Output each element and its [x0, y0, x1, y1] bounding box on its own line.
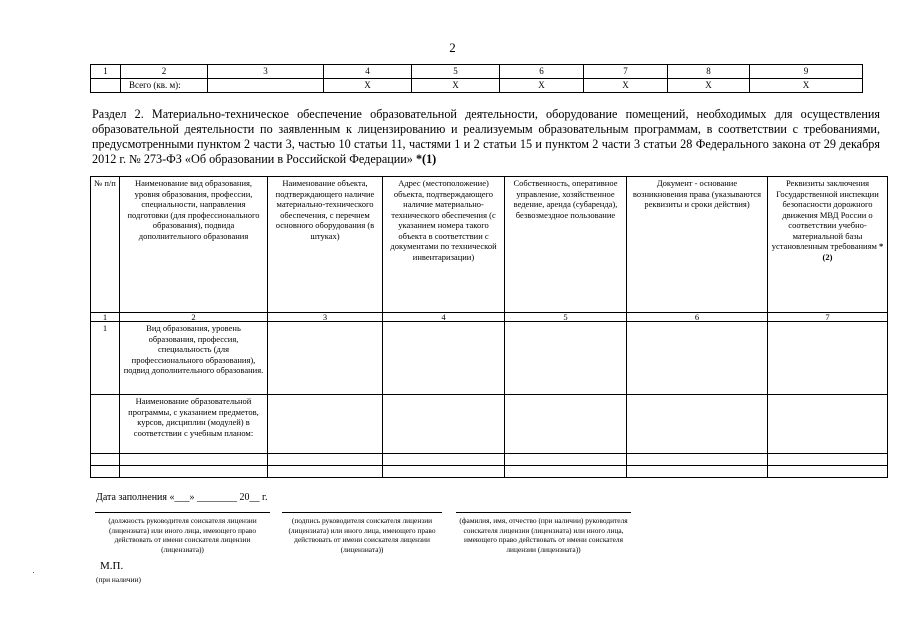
table-cell: [505, 322, 627, 395]
x-mark: X: [500, 79, 584, 93]
header-cell: Документ - основание возникновения права (указываются реквизиты и сроки действия): [627, 177, 768, 313]
column-number: 4: [324, 65, 412, 79]
column-number-row: [91, 65, 863, 79]
column-number: 1: [91, 65, 121, 79]
column-number: 1: [91, 313, 120, 322]
column-number: 3: [268, 313, 383, 322]
scan-dot: [33, 572, 34, 573]
header-cell: Наименование объекта, подтверждающего наличие материально-технического обеспечения, с перечнем основного оборудования (в штуках): [268, 177, 383, 313]
table-cell: [505, 466, 627, 478]
table-cell: [383, 466, 505, 478]
table-row: [91, 466, 888, 478]
total-label: Всего (кв. м):: [121, 79, 208, 93]
row-label: Наименование образовательной программы, с указанием предметов, курсов, дисциплин (модулей) в соответствии с учебным планом:: [120, 395, 268, 454]
total-row: [91, 79, 863, 93]
column-number: 5: [505, 313, 627, 322]
column-number: 2: [121, 65, 208, 79]
header-cell: Наименование вид образования, уровня образования, профессии, специальности, направления подготовки (для профессионального образования), подвида дополнительного образования: [120, 177, 268, 313]
column-number: 7: [768, 313, 888, 322]
column-number: 5: [412, 65, 500, 79]
column-number: 2: [120, 313, 268, 322]
column-number: 7: [584, 65, 668, 79]
table-cell: [505, 395, 627, 454]
table-cell: [627, 454, 768, 466]
table-cell: [208, 79, 324, 93]
header-cell: [768, 177, 888, 313]
table-cell: [768, 466, 888, 478]
table-cell: [91, 454, 120, 466]
table-cell: [268, 395, 383, 454]
table-cell: [268, 322, 383, 395]
column-number: 8: [668, 65, 750, 79]
header-text: Реквизиты заключения Государственной инспекции безопасности дорожного движения МВД России о соответствии учебно-материальной базы установленным требованиям: [771, 178, 879, 251]
stamp-label: М.П.: [100, 560, 124, 572]
table-cell: [768, 454, 888, 466]
table-cell: [91, 79, 121, 93]
material-technical-table: [90, 176, 888, 478]
table-cell: [383, 322, 505, 395]
column-number: 3: [208, 65, 324, 79]
signature-name: (фамилия, имя, отчество (при наличии) руководителя соискателя лицензии (лицензиата) или иного лица, имеющего право действовать от имени соискателя лицензии (лицензиата)): [456, 512, 631, 554]
table-cell: [627, 322, 768, 395]
page-number: 2: [449, 40, 456, 55]
footnote-mark: *(1): [415, 152, 437, 166]
section-2-heading: [92, 107, 880, 167]
table-row: [91, 322, 888, 395]
table-cell: [120, 466, 268, 478]
column-number: 4: [383, 313, 505, 322]
x-mark: X: [750, 79, 863, 93]
table-cell: [120, 454, 268, 466]
x-mark: X: [668, 79, 750, 93]
table-cell: [268, 466, 383, 478]
table-cell: [627, 466, 768, 478]
table-cell: [383, 454, 505, 466]
table-cell: [768, 395, 888, 454]
table-cell: [383, 395, 505, 454]
x-mark: X: [324, 79, 412, 93]
column-number: 6: [500, 65, 584, 79]
table-cell: [627, 395, 768, 454]
x-mark: X: [584, 79, 668, 93]
column-number-row: [91, 313, 888, 322]
table-cell: [268, 454, 383, 466]
table-row: [91, 454, 888, 466]
table-cell: [768, 322, 888, 395]
footnote-mark: *(2): [822, 241, 884, 262]
table-cell: [91, 395, 120, 454]
x-mark: X: [412, 79, 500, 93]
area-summary-table: [90, 64, 863, 93]
stamp-note: (при наличии): [96, 575, 141, 584]
header-cell: Адрес (местоположение) объекта, подтверждающего наличие материально-технического обеспечения (с указанием номера такого объекта в соответствии с документами по технической инвентаризации): [383, 177, 505, 313]
signature-sign: (подпись руководителя соискателя лицензии (лицензиата) или иного лица, имеющего право действовать от имени соискателя лицензии (лицензиата)): [282, 512, 442, 554]
signature-position: (должность руководителя соискателя лицензии (лицензиата) или иного лица, имеющего право действовать от имени соискателя лицензии (лицензиата)): [95, 512, 270, 554]
header-row: [91, 177, 888, 313]
header-cell: № п/п: [91, 177, 120, 313]
header-cell: Собственность, оперативное управление, хозяйственное ведение, аренда (субаренда), безвозмездное пользование: [505, 177, 627, 313]
row-number: 1: [91, 322, 120, 395]
fill-date: Дата заполнения «___» ________ 20__ г.: [96, 492, 268, 503]
column-number: 6: [627, 313, 768, 322]
table-cell: [91, 466, 120, 478]
table-cell: [505, 454, 627, 466]
row-label: Вид образования, уровень образования, профессия, специальность (для профессионального образования), подвид дополнительного образования.: [120, 322, 268, 395]
section-2-text: Раздел 2. Материально-техническое обеспечение образовательной деятельности, оборудование помещений, необходимых для осуществления образовательной деятельности по заявленным к лицензированию и реализуемым образовательным программам, в соответствии с требованиями, предусмотренными пунктом 2 части 3, частью 10 статьи 11, частями 1 и 2 статьи 15 и пунктом 2 части 3 статьи 28 Федерального закона от 29 декабря 2012 г. № 273-ФЗ «Об образовании в Российской Федерации»: [92, 107, 880, 166]
column-number: 9: [750, 65, 863, 79]
table-row: [91, 395, 888, 454]
